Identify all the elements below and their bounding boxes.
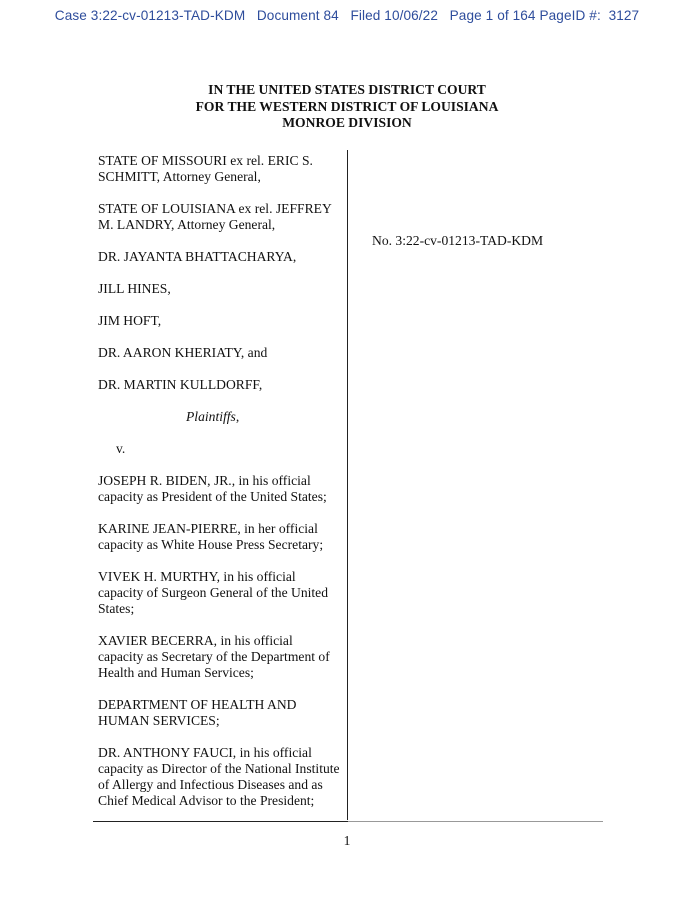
versus-label: v. <box>116 441 126 456</box>
defendant-entry <box>98 521 343 553</box>
defendant-line: capacity of Surgeon General of the United <box>98 585 329 600</box>
defendant-line: capacity as Director of the National Institute <box>98 761 340 776</box>
defendant-line: of Allergy and Infectious Diseases and as <box>98 777 323 792</box>
defendant-line: JOSEPH R. BIDEN, JR., in his official <box>98 473 311 488</box>
defendant-entry <box>98 745 343 809</box>
party-line: SCHMITT, Attorney General, <box>98 169 261 184</box>
defendant-line: Health and Human Services; <box>98 665 254 680</box>
party-line: M. LANDRY, Attorney General, <box>98 217 276 232</box>
case-number: No. 3:22-cv-01213-TAD-KDM <box>372 233 544 248</box>
party-list <box>98 153 343 809</box>
defendant-line: capacity as Secretary of the Department of <box>98 649 330 664</box>
defendant-line: DR. ANTHONY FAUCI, in his official <box>98 745 312 760</box>
plaintiffs-label <box>98 409 343 425</box>
party-entry <box>98 201 343 233</box>
ecf-header-stamp: Case 3:22-cv-01213-TAD-KDM Document 84 Filed 10/06/22 Page 1 of 164 PageID #: 3127 <box>54 8 640 23</box>
defendant-line: DEPARTMENT OF HEALTH AND <box>98 697 297 712</box>
defendant-entry <box>98 569 343 617</box>
defendant-line: capacity as White House Press Secretary; <box>98 537 324 552</box>
court-line-1: IN THE UNITED STATES DISTRICT COURT <box>208 82 486 97</box>
plaintiffs-label-comma: , <box>235 409 240 424</box>
party-line: STATE OF MISSOURI ex rel. ERIC S. <box>98 153 313 168</box>
party-line: STATE OF LOUISIANA ex rel. JEFFREY <box>98 201 332 216</box>
defendant-line: capacity as President of the United States; <box>98 489 327 504</box>
party-entry: DR. AARON KHERIATY, and <box>98 345 268 360</box>
defendant-line: XAVIER BECERRA, in his official <box>98 633 293 648</box>
court-caption <box>0 82 694 132</box>
defendant-entry <box>98 697 343 729</box>
defendant-line: Chief Medical Advisor to the President; <box>98 793 315 808</box>
defendant-entry <box>98 473 343 505</box>
party-entry: DR. JAYANTA BHATTACHARYA, <box>98 249 297 264</box>
court-line-2: FOR THE WESTERN DISTRICT OF LOUISIANA <box>195 98 499 114</box>
defendant-entry <box>98 633 343 681</box>
party-entry <box>98 153 343 185</box>
page-number: 1 <box>343 833 351 848</box>
party-entry: JIM HOFT, <box>98 313 162 328</box>
court-line-3: MONROE DIVISION <box>282 115 412 130</box>
defendant-line: KARINE JEAN-PIERRE, in her official <box>98 521 318 536</box>
defendant-line: VIVEK H. MURTHY, in his official <box>98 569 296 584</box>
caption-divider-vertical <box>347 150 348 820</box>
party-entry: DR. MARTIN KULLDORFF, <box>98 377 263 392</box>
plaintiffs-label-text: Plaintiffs <box>186 409 236 424</box>
caption-divider-horizontal-dark <box>93 821 348 822</box>
party-entry: JILL HINES, <box>98 281 171 296</box>
defendant-line: HUMAN SERVICES; <box>98 713 220 728</box>
defendant-line: States; <box>98 601 135 616</box>
